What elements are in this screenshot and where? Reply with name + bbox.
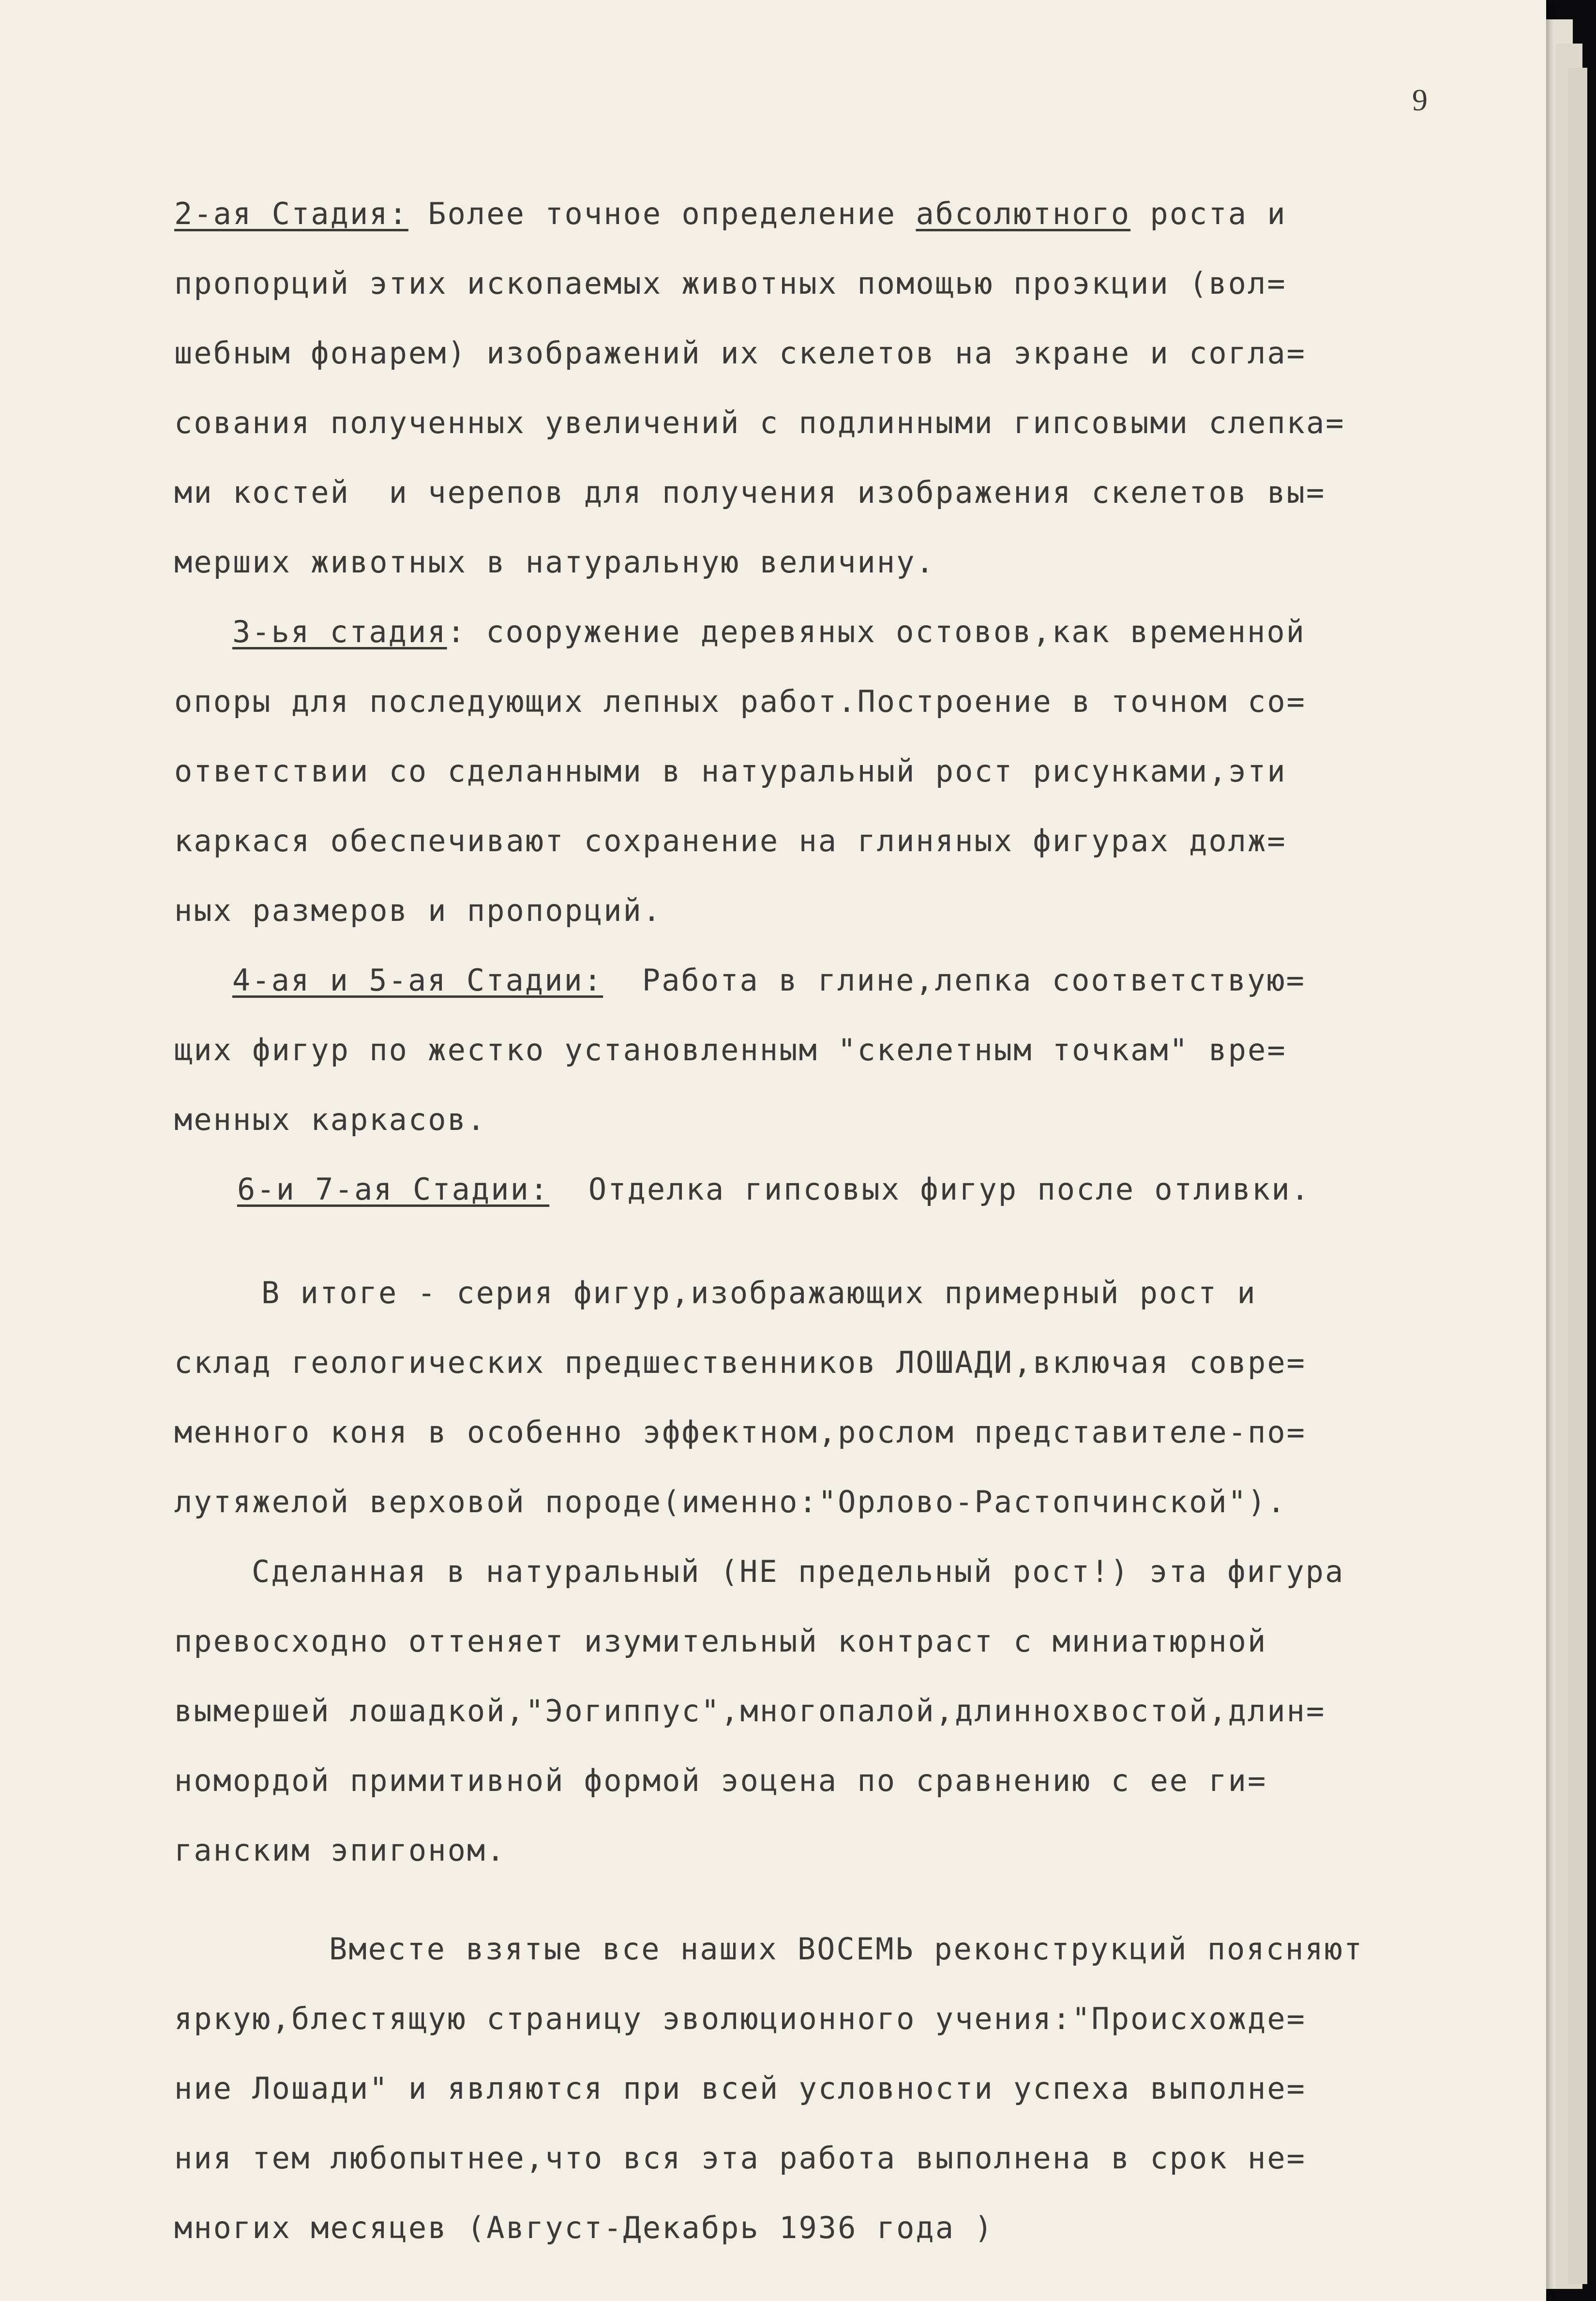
text-line: вымершей лошадкой,"Эогиппус",многопалой,длиннохвостой,длин= <box>174 1693 1326 1729</box>
text-line: сования полученных увеличений с подлинными гипсовыми слепка= <box>174 405 1345 440</box>
stage-heading: 3-ья стадия <box>232 614 447 649</box>
text-line: ния тем любопытнее,что вся эта работа выполнена в срок не= <box>174 2140 1306 2176</box>
text-line: ние Лошади" и являются при всей условности успеха выполне= <box>174 2071 1306 2106</box>
text-line: каркася обеспечивают сохранение на глиняных фигурах долж= <box>174 823 1287 858</box>
text-line: опоры для последующих лепных работ.Построение в точном со= <box>174 684 1306 719</box>
text-line: склад геологических предшественников ЛОШАДИ,включая совре= <box>174 1345 1306 1380</box>
text-line: шебным фонарем) изображений их скелетов на экране и согла= <box>174 335 1306 371</box>
spacer <box>174 1224 1491 1258</box>
stage-heading: 4-ая и 5-ая Стадии: <box>232 963 603 998</box>
paragraph-summary <box>174 1258 1491 1885</box>
text-line: Сделанная в натуральный (НЕ предельный рост!) эта фигура <box>252 1554 1345 1589</box>
page-stack-edge <box>1568 68 1587 2284</box>
paragraph-stage-3 <box>174 597 1491 946</box>
text-line: 4-ая и 5-ая Стадии: Работа в глине,лепка соответствую= <box>232 963 1306 998</box>
text-line: Вместе взятые все наших ВОСЕМЬ реконструкций поясняют <box>329 1931 1364 1967</box>
page-number: 9 <box>1412 83 1428 117</box>
text-line: 6-и 7-ая Стадии: Отделка гипсовых фигур после отливки. <box>237 1172 1310 1207</box>
text-line: менных каркасов. <box>174 1102 487 1137</box>
text-line: превосходно оттеняет изумительный контраст с миниатюрной <box>174 1624 1267 1659</box>
text-line: щих фигур по жестко установленным "скелетным точкам" вре= <box>174 1032 1287 1068</box>
text-line: В итоге - серия фигур,изображающих примерный рост и <box>261 1275 1257 1310</box>
text-line: ответствии со сделанными в натуральный рост рисунками,эти <box>174 753 1287 789</box>
text-line: номордой примитивной формой эоцена по сравнению с ее ги= <box>174 1763 1267 1798</box>
text-line: многих месяцев (Август-Декабрь 1936 года ) <box>174 2210 994 2245</box>
spacer <box>174 1885 1491 1914</box>
paragraph-stage-4-5 <box>174 946 1491 1155</box>
text-line: пропорций этих ископаемых животных помощью проэкции (вол= <box>174 266 1287 301</box>
paragraph-stage-6-7 <box>174 1155 1491 1224</box>
text-line: мерших животных в натуральную величину. <box>174 544 935 580</box>
text-line: ганским эпигоном. <box>174 1833 506 1868</box>
text-line: ных размеров и пропорций. <box>174 893 662 928</box>
text-line: 2-ая Стадия: Более точное определение абсолютного роста и <box>174 196 1287 231</box>
underlined-word: абсолютного <box>916 196 1131 231</box>
text-line: лутяжелой верховой породе(именно:"Орлово-Растопчинской"). <box>174 1484 1287 1519</box>
text-line: яркую,блестящую страницу эволюционного учения:"Происхожде= <box>174 2001 1306 2036</box>
text-line: 3-ья стадия: сооружение деревяных остовов,как временной <box>232 614 1306 649</box>
text-line: менного коня в особенно эффектном,рослом представителе-по= <box>174 1414 1306 1450</box>
stage-heading: 6-и 7-ая Стадии: <box>237 1172 550 1207</box>
document-body <box>174 179 1491 2263</box>
text-line: ми костей и черепов для получения изображения скелетов вы= <box>174 475 1326 510</box>
stage-heading: 2-ая Стадия: <box>174 196 408 231</box>
paragraph-stage-2 <box>174 179 1491 597</box>
paragraph-conclusion <box>174 1914 1491 2263</box>
